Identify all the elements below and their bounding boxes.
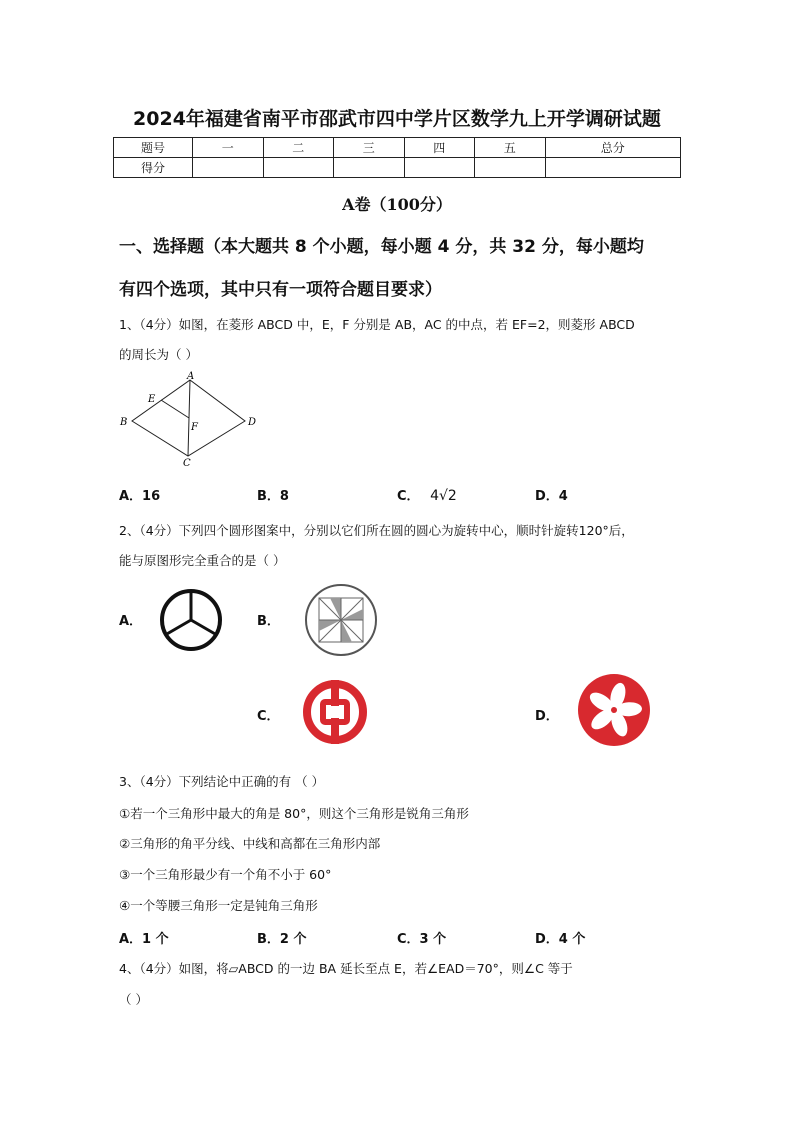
q3-statement-4: ④一个等腰三角形一定是钝角三角形 xyxy=(119,898,318,913)
pinwheel-icon xyxy=(303,582,379,658)
q3-option-c[interactable]: C．3 个 xyxy=(397,932,447,947)
label-c: C xyxy=(183,458,191,469)
q2-option-c[interactable]: C． xyxy=(257,709,280,724)
table-header-cell: 总分 xyxy=(545,138,681,158)
part-heading-line1: 一、选择题（本大题共 8 个小题，每小题 4 分，共 32 分，每小题均 xyxy=(119,237,644,257)
q1-option-b[interactable]: B．8 xyxy=(257,489,289,504)
table-row xyxy=(114,138,681,158)
score-cell[interactable] xyxy=(475,158,546,178)
score-cell[interactable] xyxy=(404,158,475,178)
mercedes-star-icon xyxy=(158,587,224,653)
question-1-line1: 1、（4分）如图，在菱形 ABCD 中，E，F 分别是 AB，AC 的中点，若 EF=2，则菱形 ABCD xyxy=(119,317,635,332)
question-4-line1: 4、（4分）如图，将▱ABCD 的一边 BA 延长至点 E，若∠EAD＝70°，则∠C 等于 xyxy=(119,961,573,976)
table-row-label: 得分 xyxy=(114,158,193,178)
score-cell[interactable] xyxy=(545,158,681,178)
score-cell[interactable] xyxy=(193,158,264,178)
score-cell[interactable] xyxy=(263,158,334,178)
q3-option-b[interactable]: B．2 个 xyxy=(257,932,307,947)
label-d: D xyxy=(248,417,257,428)
label-f: F xyxy=(191,422,198,433)
bauhinia-flower-icon xyxy=(577,673,651,747)
rhombus-figure xyxy=(115,370,265,470)
question-2-line1: 2、（4分）下列四个圆形图案中，分别以它们所在圆的圆心为旋转中心，顺时针旋转120°后， xyxy=(119,523,634,538)
q2-option-d[interactable]: D． xyxy=(535,709,559,724)
label-b: B xyxy=(120,417,128,428)
table-header-cell: 四 xyxy=(404,138,475,158)
table-header-cell: 题号 xyxy=(114,138,193,158)
q3-statement-3: ③一个三角形最少有一个角不小于 60° xyxy=(119,867,332,882)
q1-option-c-prefix: C． xyxy=(397,489,420,504)
question-1-line2: 的周长为（ ） xyxy=(119,347,198,362)
page-title: 2024年福建省南平市邵武市四中学片区数学九上开学调研试题 xyxy=(133,108,661,130)
table-header-cell: 一 xyxy=(193,138,264,158)
score-table xyxy=(113,137,681,178)
q3-statement-1: ①若一个三角形中最大的角是 80°，则这个三角形是锐角三角形 xyxy=(119,806,469,821)
question-4-line2: （ ） xyxy=(119,992,148,1007)
q1-option-a[interactable]: A．16 xyxy=(119,489,161,504)
score-cell[interactable] xyxy=(334,158,405,178)
q3-option-d[interactable]: D．4 个 xyxy=(535,932,586,947)
part-heading-line2: 有四个选项，其中只有一项符合题目要求） xyxy=(119,280,442,300)
q3-option-a[interactable]: A．1 个 xyxy=(119,932,169,947)
q1-option-c[interactable] xyxy=(397,485,457,504)
q3-statement-2: ②三角形的角平分线、中线和高都在三角形内部 xyxy=(119,836,381,851)
table-header-cell: 二 xyxy=(263,138,334,158)
bank-of-china-logo-icon xyxy=(301,678,369,746)
label-e: E xyxy=(148,394,156,405)
q1-option-c-value: 4√2 xyxy=(430,488,457,504)
table-header-cell: 三 xyxy=(334,138,405,158)
section-title: A卷（100分） xyxy=(342,195,452,214)
table-header-cell: 五 xyxy=(475,138,546,158)
q2-option-a[interactable]: A． xyxy=(119,614,143,629)
q2-option-b[interactable]: B． xyxy=(257,614,280,629)
q1-option-d[interactable]: D．4 xyxy=(535,489,568,504)
table-row xyxy=(114,158,681,178)
label-a: A xyxy=(187,371,195,382)
question-2-line2: 能与原图形完全重合的是（ ） xyxy=(119,553,286,568)
question-3-line1: 3、（4分）下列结论中正确的有 （ ） xyxy=(119,774,325,789)
